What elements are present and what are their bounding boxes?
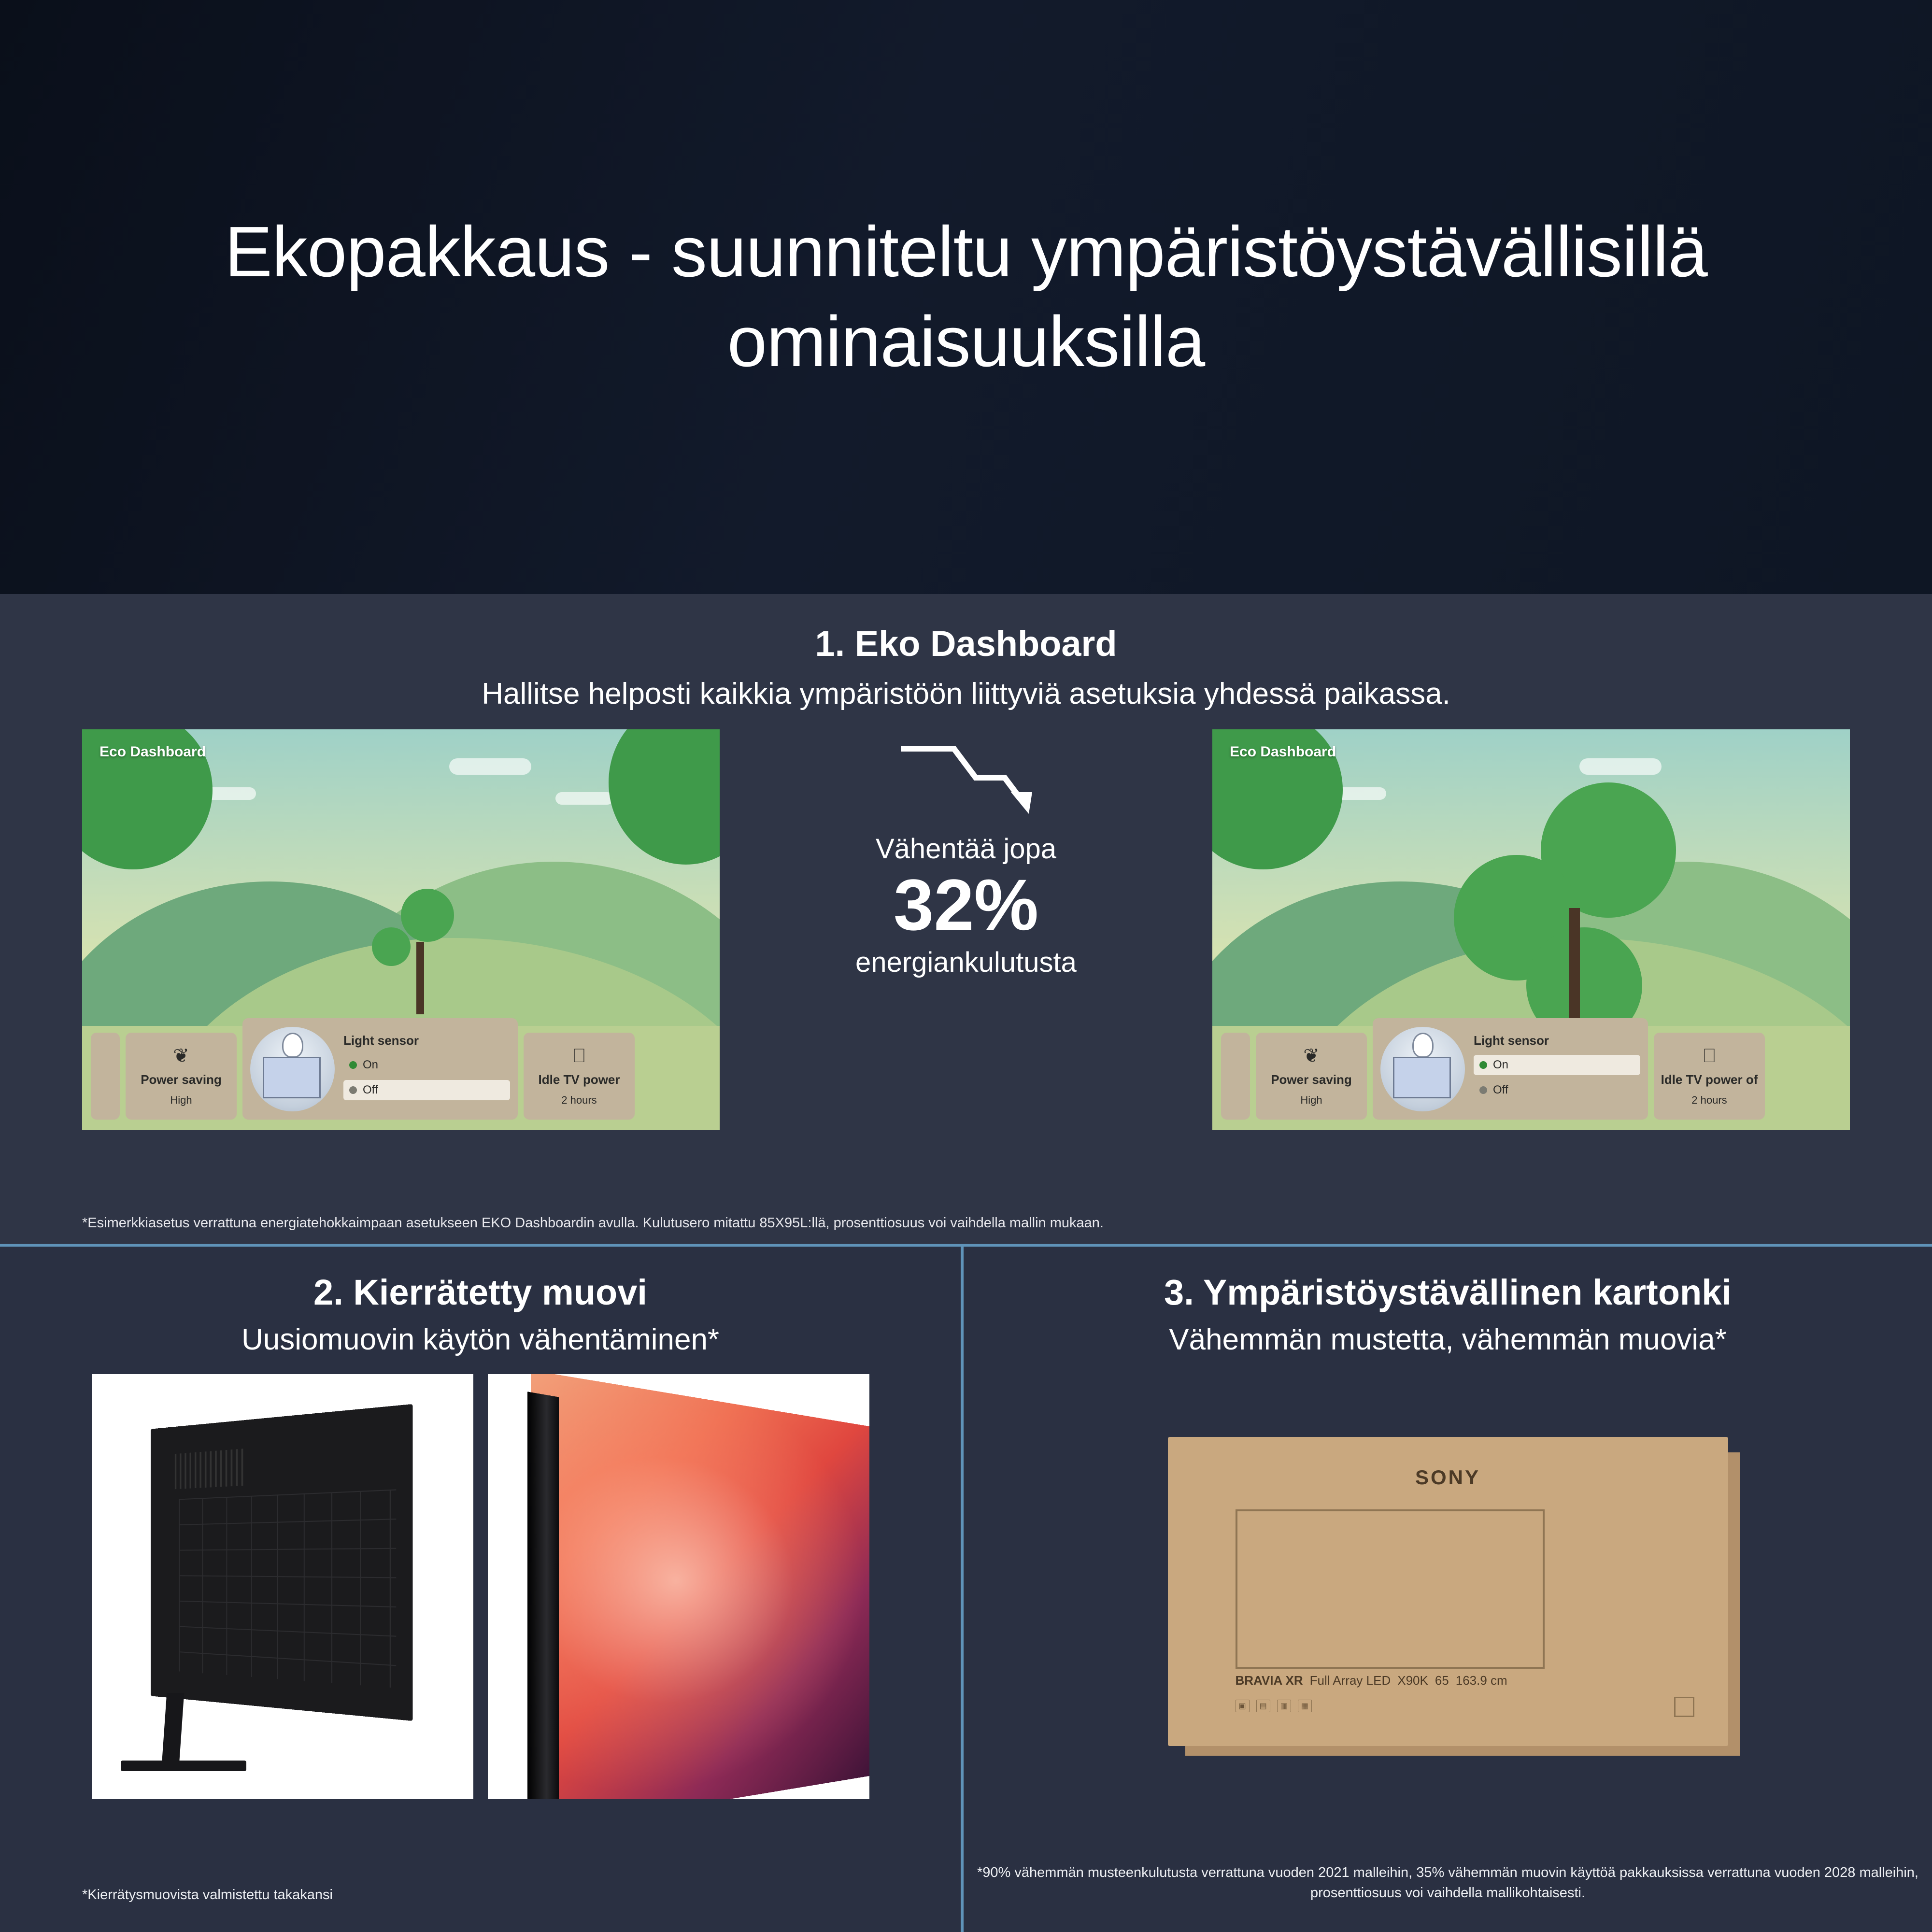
light-sensor-title: Light sensor (343, 1033, 419, 1048)
cardboard-box (1168, 1437, 1728, 1746)
light-sensor-title: Light sensor (1474, 1033, 1549, 1048)
tv-settings-cards (1212, 1018, 1850, 1120)
bravia-label: BRAVIA XR (1235, 1673, 1303, 1688)
radio-dot-icon (1479, 1061, 1487, 1069)
power-saving-title: Power saving (141, 1072, 222, 1087)
idle-tv-power-title: Idle TV power (538, 1072, 620, 1087)
option-on-label: On (363, 1058, 379, 1071)
bottom-sections (0, 1244, 1932, 1932)
certification-logos (1236, 1700, 1312, 1712)
card-light-sensor[interactable] (242, 1018, 518, 1120)
section1-footnote: *Esimerkkiasetus verrattuna energiatehokkaimpaan asetukseen EKO Dashboardin avulla. Kulutusero mitattu 85X95L:llä, prosenttiosuus voi vaihdella mallin mukaan. (82, 1215, 1104, 1231)
card-partial-left[interactable] (1221, 1033, 1250, 1120)
section1-comparison-row (0, 729, 1932, 1130)
panel-label: Full Array LED (1309, 1673, 1391, 1688)
radio-dot-icon (349, 1086, 357, 1094)
card-light-sensor[interactable] (1373, 1018, 1648, 1120)
section2-heading: 2. Kierrätetty muovi (313, 1272, 647, 1312)
cloud-icon (1579, 758, 1662, 775)
page-title: Ekopakkaus - suunniteltu ympäristöystävällisillä ominaisuuksilla (225, 212, 1707, 382)
power-saving-title: Power saving (1271, 1072, 1352, 1087)
light-sensor-option-on[interactable] (343, 1055, 510, 1075)
tv-corner-photo (488, 1374, 869, 1799)
light-sensor-options (1474, 1033, 1640, 1105)
cert-logo-icon: ▤ (1256, 1700, 1270, 1712)
card-power-saving[interactable] (126, 1033, 237, 1120)
tv-stand-foot (121, 1761, 246, 1771)
cert-logo-icon: ▣ (1236, 1700, 1250, 1712)
power-saving-value: High (170, 1094, 192, 1106)
vent-grille (174, 1449, 242, 1489)
section2-photos (82, 1374, 879, 1799)
card-idle-tv-power[interactable] (1654, 1033, 1765, 1120)
leaf-icon: ❦ (173, 1045, 189, 1066)
section1-heading: 1. Eko Dashboard (815, 624, 1117, 664)
tv-off-icon: ⎕ (1704, 1045, 1715, 1066)
handling-mark-icon (1674, 1697, 1694, 1717)
tv-rear-panel (151, 1404, 412, 1721)
section-eco-carton (964, 1247, 1932, 1932)
card-power-saving[interactable] (1256, 1033, 1367, 1120)
tv-off-icon: ⎕ (573, 1045, 585, 1066)
power-saving-value: High (1300, 1094, 1322, 1106)
tv-screen-artwork (531, 1374, 869, 1799)
cert-logo-icon: ▥ (1277, 1700, 1291, 1712)
tree-icon (372, 889, 469, 1014)
tv-settings-cards (82, 1018, 720, 1120)
light-bulb-illustration (250, 1027, 335, 1111)
option-off-label: Off (363, 1083, 378, 1096)
savings-percent: 32% (893, 864, 1039, 945)
tv-eco-dashboard-label: Eco Dashboard (99, 744, 206, 760)
light-sensor-option-off[interactable] (343, 1080, 510, 1100)
package-specs (1236, 1673, 1507, 1688)
idle-tv-power-title: Idle TV power of (1661, 1072, 1758, 1087)
section-recycled-plastic (0, 1247, 964, 1932)
cert-logo-icon: ▦ (1298, 1700, 1312, 1712)
section3-caption: *90% vähemmän musteenkulutusta verrattuna vuoden 2021 malleihin, 35% vähemmän muovin käyttöä pakkauksissa verrattuna vuoden 2028 malleihin, prosenttiosuus voi vaihdella mallikohtaisesti. (977, 1864, 1918, 1901)
savings-lead: Vähentää jopa (875, 833, 1057, 865)
savings-callout (782, 729, 1150, 979)
cloud-icon (555, 792, 613, 805)
tv-screenshot-before (82, 729, 720, 1130)
size-cm-label: 163.9 cm (1455, 1673, 1507, 1688)
option-on-label: On (1493, 1058, 1509, 1071)
hero-banner (0, 0, 1932, 594)
section1-subheading: Hallitse helposti kaikkia ympäristöön liittyviä asetuksia yhdessä paikassa. (482, 677, 1450, 710)
package-photo (1022, 1374, 1874, 1809)
light-sensor-option-off[interactable] (1474, 1080, 1640, 1100)
radio-dot-icon (1479, 1086, 1487, 1094)
tv-bezel (527, 1392, 559, 1799)
light-bulb-illustration (1380, 1027, 1465, 1111)
model-label: X90K (1397, 1673, 1428, 1688)
card-partial-left[interactable] (91, 1033, 120, 1120)
section2-subheading: Uusiomuovin käytön vähentäminen* (241, 1323, 720, 1356)
section3-subheading: Vähemmän mustetta, vähemmän muovia* (1169, 1323, 1727, 1356)
option-off-label: Off (1493, 1083, 1508, 1096)
section-eco-dashboard (0, 594, 1932, 1244)
section3-heading: 3. Ympäristöystävällinen kartonki (1164, 1272, 1732, 1312)
down-right-arrow-icon (896, 744, 1036, 821)
radio-dot-icon (349, 1061, 357, 1069)
light-sensor-option-on[interactable] (1474, 1055, 1640, 1075)
size-inch-label: 65 (1435, 1673, 1449, 1688)
light-sensor-options (343, 1033, 510, 1105)
tv-back-photo (92, 1374, 473, 1799)
tv-outline-print (1236, 1509, 1545, 1669)
section2-caption: *Kierrätysmuovista valmistettu takakansi (82, 1887, 333, 1903)
tv-stand-leg (161, 1693, 184, 1765)
idle-tv-power-value: 2 hours (1691, 1094, 1727, 1106)
tv-screenshot-after (1212, 729, 1850, 1130)
tv-eco-dashboard-label: Eco Dashboard (1230, 744, 1336, 760)
tree-icon (1454, 782, 1676, 1053)
sony-logo: SONY (1415, 1466, 1481, 1489)
rear-texture-grid (179, 1489, 396, 1688)
cloud-icon (449, 758, 531, 775)
leaf-icon: ❦ (1303, 1045, 1320, 1066)
savings-trail: energiankulutusta (855, 946, 1077, 978)
card-idle-tv-power[interactable] (524, 1033, 635, 1120)
idle-tv-power-value: 2 hours (561, 1094, 597, 1106)
